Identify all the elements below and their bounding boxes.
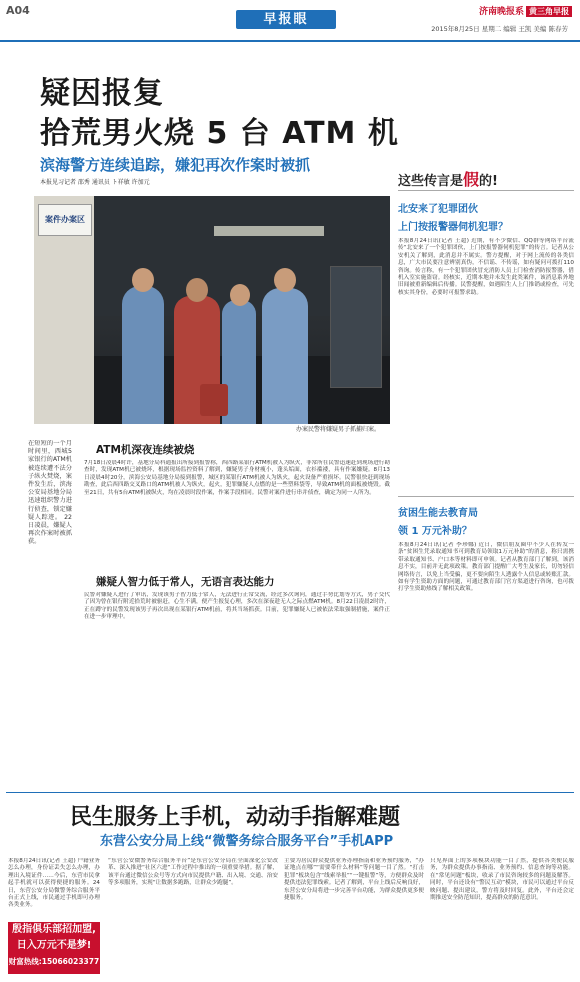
header-rule <box>0 40 580 42</box>
article-section2-text: 民警对嫌疑人进行了审讯，发现该男子智力低于常人，无法进行正常交流，经过多次询问，通过手势比划等方式，男子交代了因为曾在银行附近拾荒时被驱赶，心生不满，便产生报复心理，多次在深夜趁无人之际点燃ATM机。8月22日凌晨2时许，正在蹲守的民警发现该男子再次出现在某银行ATM机前，将其当场抓获。目前，犯罪嫌疑人已被依法采取强制措施，案件正在进一步审理中。 <box>84 592 390 621</box>
section-title: 早报眼 <box>236 10 336 29</box>
rumor2-head: 贫困生能去教育局 <box>398 508 478 519</box>
rumor1-head: 北安来了犯罪团伙 <box>398 204 478 215</box>
bottom-divider <box>6 792 574 793</box>
rumor1-head2: 上门按报警器伺机犯罪？ <box>398 222 508 233</box>
photo-light <box>214 226 324 236</box>
page-number: A04 <box>6 4 30 17</box>
ad-line2: 日入万元不是梦! <box>16 940 92 951</box>
photo-officer-right-head <box>274 268 296 292</box>
article-section1-head: ATM机深夜连续被烧 <box>96 444 195 456</box>
main-headline <box>40 74 399 154</box>
rumor2-text: 本报8月24日讯(记者 李珍娜) 近日，微信朋友圈中不少人在转发一条“贫困生凭录取通知书可到教育局领取1万元补助”的消息，称只需携带录取通知书、户口本等材料即可申领。记者从教育部门了解到，该消息不实，目前并无此项政策。教育部门提醒广大考生及家长，切勿轻信网络传言，以免上当受骗，更不要向陌生人透露个人信息或转账汇款。如有学生资助方面的问题，可通过教育部门官方渠道进行咨询，也可拨打学生资助热线了解相关政策。 <box>398 542 574 593</box>
rumor-title-suffix: 的! <box>479 174 498 189</box>
rumor-column-title <box>398 167 498 190</box>
rumor-title-highlight: 假 <box>463 170 480 189</box>
photo-officer-middle-head <box>230 284 250 306</box>
rumor2-head2: 领 1 万元补助？ <box>398 526 472 537</box>
bottom-text-col4: 只见界面上的多项模块功能一目了然，提供各类便民服务，为群众提供办事指南、业务预约、信息查询等功能。在“常见问题”板块，收录了市民咨询较多的问题及解答。同时，平台还设有“警民互动”模块，市民可以通过平台反映问题、提出建议，警方将及时回复。此外，平台还会定期推送安全防范知识，提高群众的防范意识。 <box>430 858 574 902</box>
headline-line2: 拾荒男火烧 5 台 ATM 机 <box>40 116 399 151</box>
bottom-headline: 民生服务上手机，动动手指解难题 <box>70 805 401 830</box>
photo-officer-left <box>122 286 164 424</box>
photo-suspect-head <box>186 278 208 302</box>
bottom-text-col3: 主要为居民群众提供业务办理指南和业务预约服务，“办证地点在哪”“需要带什么材料”等问题一目了然。“打击犯罪”板块包含“线索举报”“一键报警”等，方便群众及时提供违法犯罪线索。记者了解到，平台上线后反响良好，东营公安分局将进一步完善平台功能，为群众提供更多便捷服务。 <box>284 858 424 902</box>
newspaper-brand <box>479 4 572 17</box>
right-top-blank <box>396 48 576 164</box>
rumor-title-prefix: 这些传言是 <box>398 174 464 189</box>
issue-meta: 2015年8月25日 星期二 编辑 王凯 美编 陈春芳 <box>431 25 568 33</box>
bottom-text-col2: “东营公安微警务综合服务平台”是东营公安分局在全面深化公安改革、深入推进“社区六进”工作过程中推出的一项重要举措。据了解，该平台通过微信公众号等方式向市民提供户籍、出入境、交通、治安等多项服务，实现“让数据多跑路，让群众少跑腿”。 <box>108 858 278 887</box>
franchise-ad[interactable] <box>8 922 100 974</box>
bottom-text-col1: 本报8月24日讯(记者 王超) 户籍业务怎么办理，身份证丢失怎么办理，办理出入境证件……今后，东营市民拿起手机就可以获得便捷的服务。24日，东营公安分局微警务综合服务平台正式上线，市民通过手机即可办理各类业务。 <box>8 858 100 909</box>
bottom-subhead: 东营公安分局上线“微警务综合服务平台”手机APP <box>100 834 394 849</box>
rumor1-text: 本报8月24日讯(记者 王超) 近期，有不少微信、QQ群等网络平台流传“北安来了一个犯罪团伙，上门按报警器伺机犯罪”的传言。记者从公安机关了解到，此消息并不属实。警方提醒，对于网上流传的各类信息，广大市民要注意辨别真伪，不信谣、不传谣，如有疑问可拨打110咨询。传言称，有一个犯罪团伙冒充消防人员上门检查消防报警器，借机入室实施盗窃。经核实，近期本地并未发生此类案件，该消息系外地旧闻被重新编辑后传播。民警提醒，如遇陌生人上门推销或检查，可先核实其身份，必要时可报警求助。 <box>398 238 574 296</box>
main-byline: 本报见习记者 邵秀 通讯员 ト祥敏 许加元 <box>40 179 150 186</box>
photo-officer-right <box>262 288 308 424</box>
ad-line1: 殷指俱乐部招加盟, <box>12 924 96 935</box>
photo-door <box>330 266 382 388</box>
photo-officer-left-head <box>132 268 154 292</box>
photo-sign: 案件办案区 <box>38 204 92 236</box>
brand-badge: 黄三角早报 <box>526 6 572 17</box>
photo-caption: 办案民警将嫌疑男子抓捕归案。 <box>296 426 381 433</box>
photo-bag <box>200 384 228 416</box>
headline-line1: 疑因报复 <box>40 76 164 111</box>
article-section1-text: 7月18日凌晨4时许，基地分局科通报出所接到报警称，西四路某银行ATM机被人为纵火，非常所在民警迅速赶到现场进行勘查时，发现ATM机已被烧坏，根据现场监控资料了解到，嫌疑男子身材瘦小，蓬头垢面，衣衫褴褛，具有作案嫌疑。8月13日凌晨4时20分，滨海公安局基地分局接到报警，城区的某银行ATM机被人为纵火，起火设备严重损坏。民警很快赶到现场勘查，此后西四路交叉路口的ATM机被人为纵火，起火，犯罪嫌疑人点燃的是一些塑料袋等，导致ATM机的面板被烧毁。截至21日，共有5台ATM机被纵火，均在凌晨时段作案，作案手段相同。民警对案件进行串并侦查，确定为同一人所为。 <box>84 460 390 496</box>
brand-name: 济南晚报系 <box>478 7 524 17</box>
rumor-divider-mid <box>398 496 574 497</box>
ad-phone: 财富热线:15066023377 <box>8 957 100 966</box>
news-photo <box>34 196 390 424</box>
main-subhead: 滨海警方连续追踪，嫌犯再次作案时被抓 <box>40 156 311 174</box>
rumor-divider-top <box>398 190 574 191</box>
article-section2-head: 嫌疑人智力低于常人，无语言表达能力 <box>96 576 275 588</box>
lead-summary: 在短短的一个月时间里，西城5家银行的ATM机被连续遭不法分子纵火焚烧，案件发生后，滨海公安局基地分局迅速组织警力进行侦查，锁定嫌疑人踪迹。 22日凌晨，嫌疑人再次作案时被抓获。 <box>28 440 72 546</box>
